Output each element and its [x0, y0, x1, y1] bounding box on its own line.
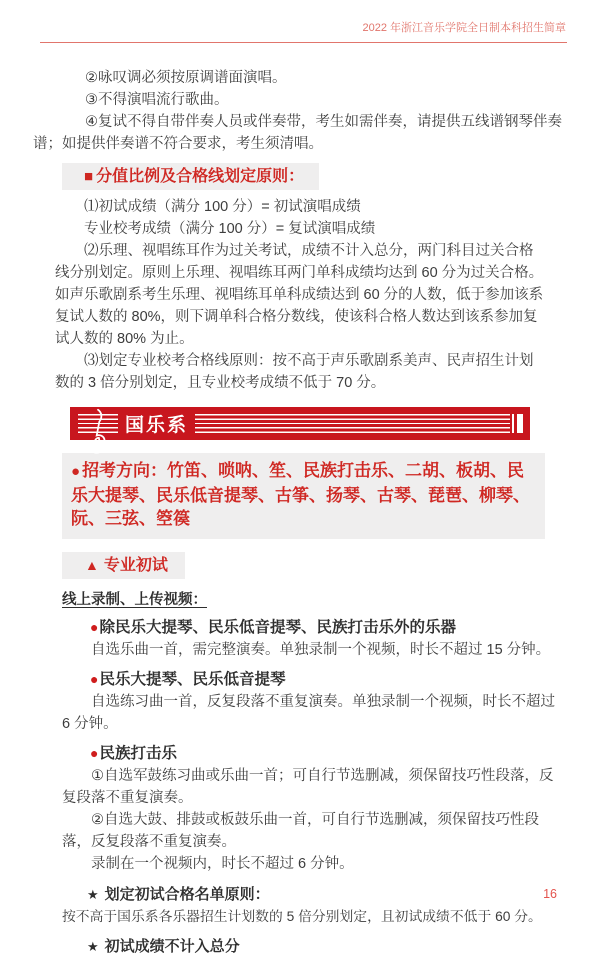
- score-heading-label: 分值比例及合格线划定原则：: [96, 168, 305, 185]
- score-rule-item: ⑵乐理、视唱练耳作为过关考试，成绩不计入总分，两门科目过关合格线分别划定。原则上乐理、视唱练耳两门单科成绩均达到 60 分为过关合格。如声乐歌剧系考生乐理、视唱练耳单科成绩达到 60 分的人数，低于参加该系复试人数的 80%，则下调单科合格分数线，使该科合格人数达到该系参加复试人数的 80% 为止。: [55, 243, 544, 347]
- star-icon: ★: [87, 938, 99, 954]
- subheading-row: [62, 552, 600, 579]
- treble-clef-icon: [87, 408, 109, 454]
- page-number: 16: [543, 887, 557, 901]
- triangle-icon: ▲: [85, 556, 99, 573]
- staff-end-barline-thick: [517, 414, 523, 433]
- star-note-title: [62, 885, 570, 904]
- initial-exam-heading: [62, 552, 185, 579]
- star-note-title-text: 划定初试合格名单原则：: [104, 885, 270, 903]
- star-notes: [62, 885, 570, 956]
- bullet-icon: ●: [71, 463, 81, 480]
- admission-directions: [62, 453, 545, 539]
- exam-item-title-text: 除民乐大提琴、民乐低音提琴、民族打击乐外的乐器: [99, 618, 456, 636]
- paragraph: ④复试不得自带伴奏人员或伴奏带，考生如需伴奏，请提供五线谱钢琴伴奏谱；如提供伴奏谱不符合要求，考生须清唱。: [33, 114, 562, 152]
- exam-item-title-text: 民乐大提琴、民乐低音提琴: [99, 670, 286, 688]
- paragraph: ③不得演唱流行歌曲。: [85, 92, 229, 108]
- bullet-icon: ●: [90, 744, 99, 761]
- score-rule-item: ⑴初试成绩（满分 100 分）= 初试演唱成绩: [84, 199, 361, 215]
- page-header: [0, 0, 600, 35]
- paragraph: ②咏叹调必须按原调谱面演唱。: [85, 70, 287, 86]
- upload-note: 线上录制、上传视频：: [62, 591, 207, 608]
- exam-item-title-text: 民族打击乐: [99, 744, 177, 762]
- admission-directions-text: 招考方向：竹笛、唢呐、笙、民族打击乐、二胡、板胡、民乐大提琴、民乐低音提琴、古筝、扬琴、古琴、琵琶、柳琴、阮、三弦、箜篌: [71, 461, 530, 528]
- exam-item-desc: ①自选军鼓练习曲或乐曲一首；可自行节选删减，须保留技巧性段落，反复段落不重复演奏。: [62, 767, 554, 806]
- exam-item-desc: 自选乐曲一首，需完整演奏。单独录制一个视频，时长不超过 15 分钟。: [91, 641, 551, 658]
- star-note-title-text: 初试成绩不计入总分: [104, 937, 240, 955]
- bullet-icon: ●: [90, 670, 99, 687]
- star-note-title: [62, 937, 570, 956]
- score-ratio-heading: [62, 163, 319, 190]
- staff-lines: [195, 414, 510, 433]
- exam-items-list: [62, 618, 558, 875]
- staff-end-barline-thin: [512, 414, 514, 433]
- guoyue-department-banner: [70, 407, 530, 440]
- score-rule-item: ⑶划定专业校考合格线原则：按不高于声乐歌剧系美声、民声招生计划数的 3 倍分别划定，且专业校考成绩不低于 70 分。: [55, 353, 534, 391]
- exam-item-title: [62, 670, 558, 689]
- score-rule-item: 专业校考成绩（满分 100 分）= 复试演唱成绩: [84, 221, 376, 237]
- star-note-desc: 按不高于国乐系各乐器招生计划数的 5 倍分别划定，且初试成绩不低于 60 分。: [62, 908, 542, 924]
- bullet-icon: ●: [90, 618, 99, 635]
- staff-lines-left: [78, 414, 118, 433]
- banner-title: 国乐系: [125, 415, 189, 436]
- exam-item-desc: 录制在一个视频内，时长不超过 6 分钟。: [91, 855, 354, 872]
- exam-item-title: [62, 744, 558, 763]
- initial-exam-label: 专业初试: [103, 556, 168, 574]
- score-heading-row: [62, 163, 600, 190]
- score-rules-list: [55, 196, 547, 394]
- header-rule: [40, 42, 567, 43]
- exam-item-desc: ②自选大鼓、排鼓或板鼓乐曲一首，可自行节选删减，须保留技巧性段落，反复段落不重复演奏。: [62, 811, 539, 850]
- header-title: 2022 年浙江音乐学院全日制本科招生简章: [362, 22, 566, 34]
- exam-item-desc: 自选练习曲一首，反复段落不重复演奏。单独录制一个视频，时长不超过 6 分钟。: [62, 693, 555, 732]
- star-icon: ★: [87, 886, 99, 902]
- square-bullet-icon: ■: [84, 168, 94, 185]
- exam-item-title: [62, 618, 558, 637]
- vocal-rules-section: [33, 67, 569, 155]
